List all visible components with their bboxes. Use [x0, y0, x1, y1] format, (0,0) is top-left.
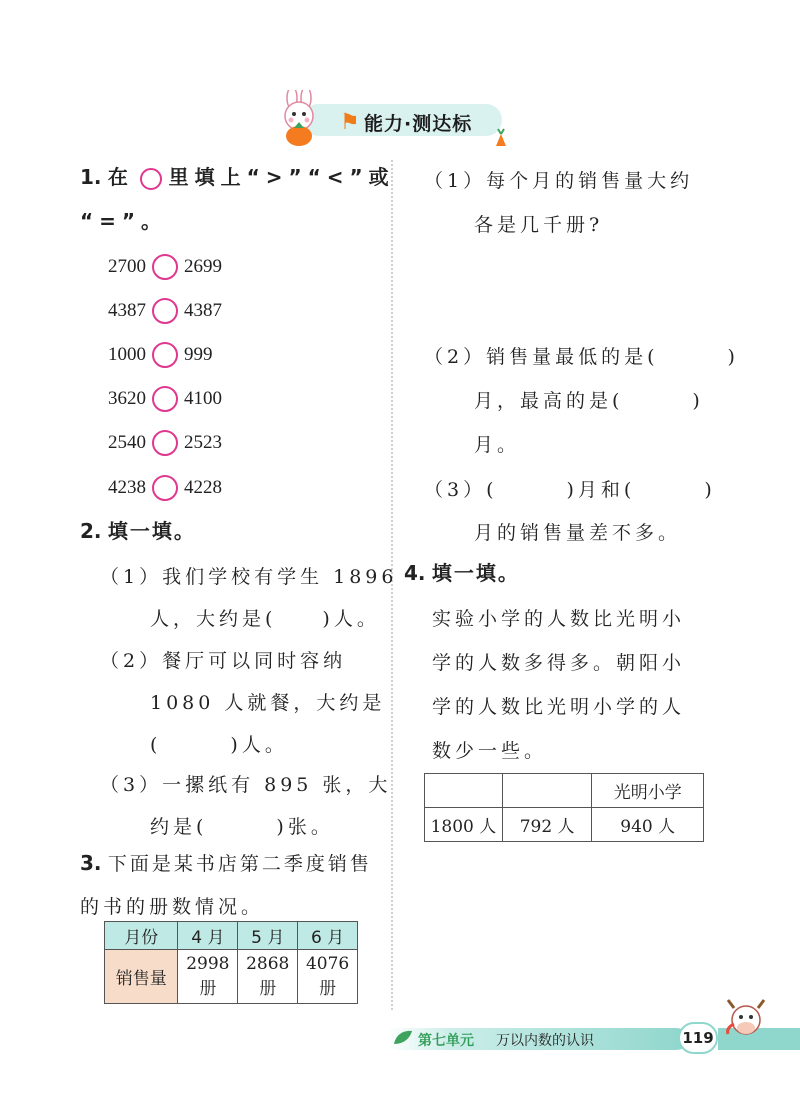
q3-sub1-line1: （1）每个月的销售量大约 [424, 170, 694, 192]
cell-unit: 册 [199, 979, 217, 999]
q3-sub2-line3: 月。 [474, 434, 521, 456]
q3-text-b: 的书的册数情况。 [80, 896, 265, 918]
q3-sub2-line1: （2）销售量最低的是( ) [424, 346, 739, 368]
q4-number: 4. [404, 561, 426, 585]
compare-left: 1000 [108, 344, 146, 365]
table-header-cell: 6 月 [298, 922, 358, 950]
table-row-label: 销售量 [105, 950, 178, 1004]
q3-sub2-line2: 月，最高的是( ) [474, 390, 704, 412]
q1-text-b: 里填上“>”“<”或 [168, 165, 395, 189]
q4-line: 学的人数比光明小学的人 [432, 696, 686, 718]
q3-number: 3. [80, 851, 102, 875]
compare-left: 3620 [108, 388, 146, 409]
q2-part2-line2: 1080 人就餐，大约是 [150, 692, 386, 714]
bunny-mascot-icon [272, 90, 332, 148]
carrot-icon [492, 128, 510, 148]
footer-topic: 万以内数的认识 [496, 1033, 594, 1049]
q3-sub3-line2: 月的销售量差不多。 [474, 522, 682, 544]
compare-row [108, 386, 222, 412]
q3-text-a: 下面是某书店第二季度销售 [107, 853, 372, 875]
footer-unit: 第七单元 [418, 1033, 474, 1049]
table-cell: 940 人 [592, 808, 704, 842]
table-cell: 792 人 [502, 808, 592, 842]
table-header-cell [425, 774, 503, 808]
table-cell: 1800 人 [425, 808, 503, 842]
school-table [424, 773, 704, 842]
q3-line1 [80, 852, 372, 875]
compare-right: 2699 [184, 256, 222, 277]
q4-title: 填一填。 [431, 561, 520, 585]
table-cell [178, 950, 238, 1004]
q2-part3-line1: （3）一摞纸有 895 张，大 [100, 774, 392, 796]
compare-answer-circle[interactable] [152, 386, 178, 412]
table-header-cell [502, 774, 592, 808]
compare-row [108, 475, 222, 501]
q2-part2-line1: （2）餐厅可以同时容纳 [100, 650, 347, 672]
compare-row [108, 342, 213, 368]
table-header-cell: 光明小学 [592, 774, 704, 808]
table-cell [238, 950, 298, 1004]
q2-heading [80, 520, 196, 542]
cell-number: 2998 [186, 954, 230, 974]
section-header [272, 90, 508, 148]
table-header-cell: 月份 [105, 922, 178, 950]
compare-right: 2523 [184, 432, 222, 453]
compare-right: 999 [184, 344, 213, 365]
compare-left: 2700 [108, 256, 146, 277]
q3-sub3-line1: （3）( )月和( ) [424, 479, 716, 501]
q1-example-circle [140, 168, 162, 190]
compare-right: 4387 [184, 300, 222, 321]
header-title: 能力·测达标 [364, 113, 473, 135]
q2-part2-line3: ( )人。 [150, 734, 288, 756]
compare-right: 4228 [184, 477, 222, 498]
q1-line1 [80, 166, 395, 190]
compare-row [108, 298, 222, 324]
q1-number: 1. [80, 165, 102, 189]
q2-number: 2. [80, 519, 102, 543]
compare-answer-circle[interactable] [152, 475, 178, 501]
compare-answer-circle[interactable] [152, 298, 178, 324]
q1-line2 [80, 210, 167, 232]
q2-part3-line2: 约是( )张。 [150, 816, 334, 838]
q2-part1-line1: （1）我们学校有学生 1896 [100, 566, 398, 588]
table-cell [298, 950, 358, 1004]
compare-row [108, 254, 222, 280]
sales-table [104, 921, 358, 1004]
q2-part1-line2: 人，大约是( )人。 [150, 608, 380, 630]
q4-line: 学的人数多得多。朝阳小 [432, 652, 686, 674]
q3-sub1-line2: 各是几千册? [474, 214, 604, 236]
compare-answer-circle[interactable] [152, 430, 178, 456]
compare-right: 4100 [184, 388, 222, 409]
cell-unit: 册 [319, 979, 337, 999]
table-header-cell: 4 月 [178, 922, 238, 950]
cell-unit: 册 [259, 979, 277, 999]
q4-heading [404, 562, 520, 584]
page-number: 119 [678, 1022, 718, 1054]
table-header-cell: 5 月 [238, 922, 298, 950]
q4-line: 实验小学的人数比光明小 [432, 608, 686, 630]
q1-text-c: “=”。 [80, 209, 168, 233]
q2-title: 填一填。 [107, 519, 196, 543]
cow-mascot-icon [716, 990, 776, 1038]
leaf-icon [392, 1028, 414, 1048]
compare-left: 4238 [108, 477, 146, 498]
compare-answer-circle[interactable] [152, 342, 178, 368]
compare-left: 2540 [108, 432, 146, 453]
cell-number: 2868 [246, 954, 290, 974]
flag-icon: ⚑ [340, 110, 360, 135]
compare-row [108, 430, 222, 456]
cell-number: 4076 [305, 954, 350, 974]
q4-line: 数少一些。 [432, 740, 548, 762]
compare-answer-circle[interactable] [152, 254, 178, 280]
q1-text-a: 在 [107, 165, 134, 189]
compare-left: 4387 [108, 300, 146, 321]
